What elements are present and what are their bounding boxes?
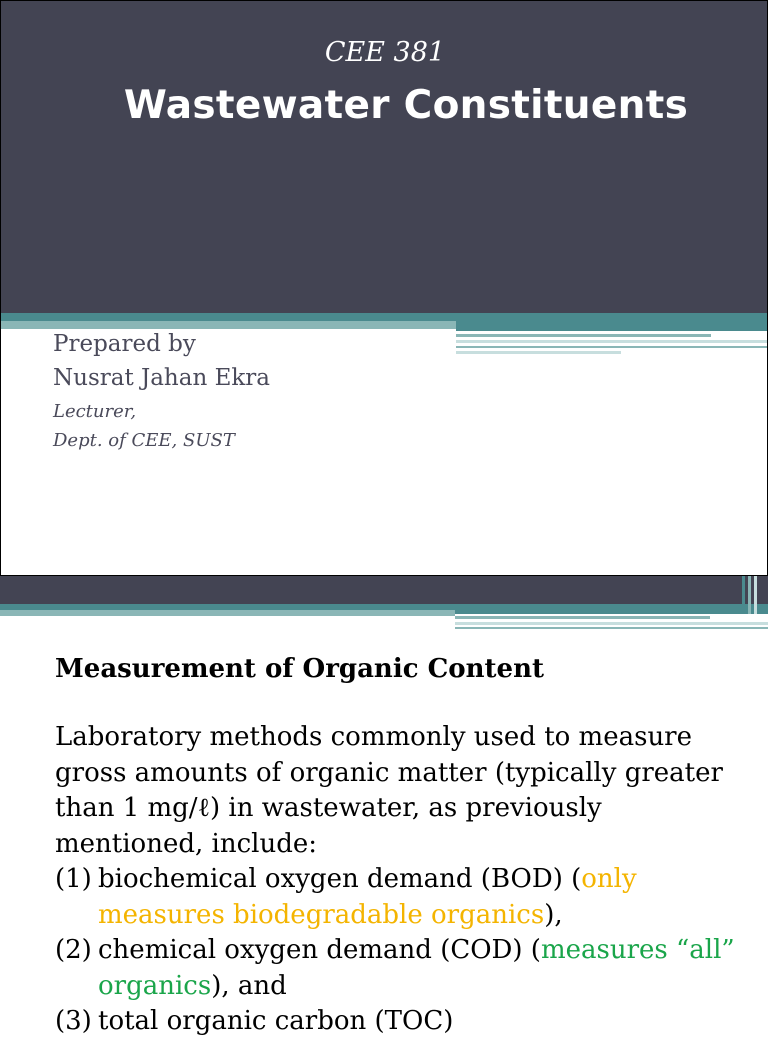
highlight-text: only measures biodegradable organics: [98, 864, 637, 930]
author-name: Nusrat Jahan Ekra: [53, 365, 271, 391]
teal-stripe: [456, 327, 768, 331]
teal-stripe-light: [1, 321, 456, 329]
list-item: (3) total organic carbon (TOC): [55, 1004, 745, 1040]
stripe-line: [754, 576, 757, 614]
list-number: (1): [55, 864, 92, 894]
stripe-line: [455, 616, 710, 619]
intro-paragraph: Laboratory methods commonly used to measure gross amounts of organic matter (typically greater than 1 mg/ℓ) in wastewater, as previously mentioned, include:: [55, 722, 723, 859]
stripe-line: [456, 334, 711, 337]
course-code: CEE 381: [324, 37, 446, 68]
stripe-line: [456, 346, 768, 348]
stripe-line: [742, 576, 745, 614]
list-number: (2): [55, 935, 92, 965]
slide-title: Wastewater Constituents: [123, 83, 689, 128]
list-number: (3): [55, 1006, 92, 1036]
list-item: (1) biochemical oxygen demand (BOD) (only measures biodegradable organics),: [55, 864, 637, 930]
stripe-line: [748, 576, 751, 614]
content-slide-header-band: [0, 576, 768, 604]
content-body: [55, 720, 745, 1040]
prepared-by-label: Prepared by: [53, 331, 196, 357]
author-department: Dept. of CEE, SUST: [53, 430, 235, 451]
stripe-line: [456, 351, 621, 354]
author-role: Lecturer,: [53, 401, 137, 422]
teal-stripe-light: [0, 610, 455, 616]
stripe-line: [456, 340, 768, 343]
content-heading: Measurement of Organic Content: [55, 654, 544, 684]
stripe-line: [455, 627, 768, 629]
list-item: (2) chemical oxygen demand (COD) (measures “all” organics), and: [55, 935, 735, 1001]
stripe-line: [455, 622, 768, 625]
highlight-text: measures “all” organics: [98, 935, 735, 1001]
